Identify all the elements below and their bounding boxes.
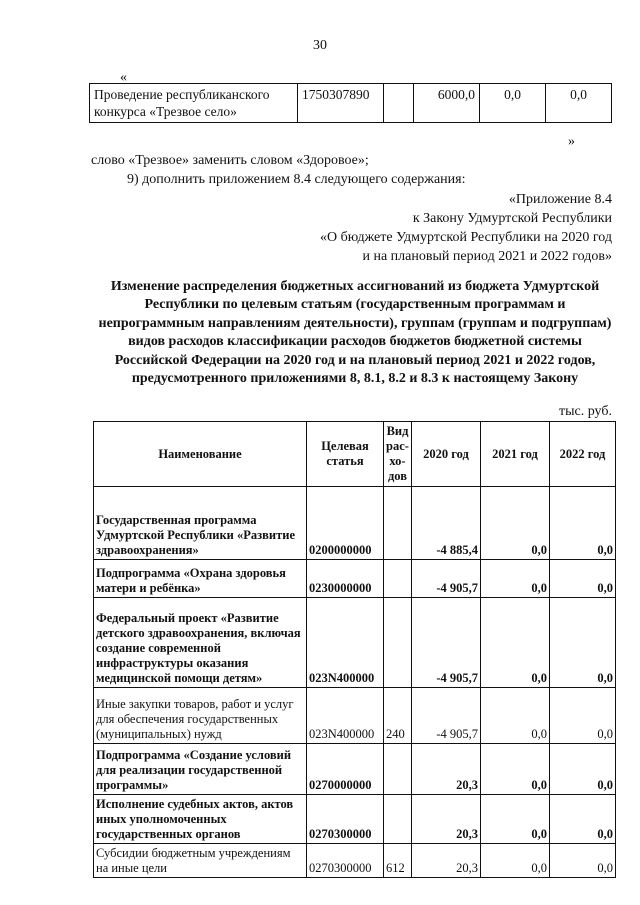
header-name: Наименование [94, 422, 307, 487]
header-2022: 2022 год [550, 422, 616, 487]
budget-table [93, 421, 616, 878]
cell-code: 0230000000 [307, 560, 384, 598]
cell-2021: 0,0 [481, 844, 550, 878]
cell-2020: 20,3 [412, 844, 481, 878]
cell-2022: 0,0 [550, 598, 616, 688]
appendix-header [320, 190, 612, 266]
table-row [90, 84, 612, 123]
table-row [94, 487, 616, 560]
paragraph-replace-word: слово «Трезвое» заменить словом «Здоровое»; [91, 153, 369, 168]
closing-quote: » [568, 134, 575, 149]
cell-2020: -4 905,7 [412, 560, 481, 598]
row-2021: 0,0 [480, 84, 546, 123]
row-type [384, 84, 414, 123]
unit-label: тыс. руб. [559, 404, 612, 419]
cell-2021: 0,0 [481, 560, 550, 598]
cell-name: Государственная программа Удмуртской Республики «Развитие здравоохранения» [94, 487, 307, 560]
cell-name: Подпрограмма «Охрана здоровья матери и ребёнка» [94, 560, 307, 598]
cell-code: 023N400000 [307, 598, 384, 688]
cell-2022: 0,0 [550, 744, 616, 795]
cell-2021: 0,0 [481, 744, 550, 795]
cell-type [384, 487, 412, 560]
cell-2022: 0,0 [550, 844, 616, 878]
cell-2022: 0,0 [550, 795, 616, 844]
appendix-line: к Закону Удмуртской Республики [412, 211, 612, 226]
cell-2020: 20,3 [412, 744, 481, 795]
row-name: Проведение республиканского конкурса «Трезвое село» [90, 84, 298, 123]
cell-type [384, 795, 412, 844]
cell-name: Федеральный проект «Развитие детского здравоохранения, включая создание современной инфраструктуры оказания медицинской помощи детям» [94, 598, 307, 688]
row-2020: 6000,0 [414, 84, 480, 123]
cell-type [384, 744, 412, 795]
page-number: 30 [313, 38, 327, 53]
table-row [94, 560, 616, 598]
cell-2021: 0,0 [481, 688, 550, 744]
row-2022: 0,0 [546, 84, 612, 123]
cell-code: 0270300000 [307, 844, 384, 878]
cell-2021: 0,0 [481, 795, 550, 844]
cell-type: 240 [384, 688, 412, 744]
table-row [94, 744, 616, 795]
cell-2020: -4 905,7 [412, 688, 481, 744]
table-header-row [94, 422, 616, 487]
opening-quote: « [120, 70, 127, 85]
cell-code: 023N400000 [307, 688, 384, 744]
cell-name: Иные закупки товаров, работ и услуг для обеспечения государственных (муниципальных) нужд [94, 688, 307, 744]
row-code: 1750307890 [298, 84, 384, 123]
cell-2020: -4 885,4 [412, 487, 481, 560]
cell-2022: 0,0 [550, 560, 616, 598]
cell-code: 0200000000 [307, 487, 384, 560]
cell-2021: 0,0 [481, 487, 550, 560]
header-type: Вид рас-хо-дов [384, 422, 412, 487]
table-row [94, 688, 616, 744]
header-2021: 2021 год [481, 422, 550, 487]
cell-type [384, 598, 412, 688]
table-row [94, 795, 616, 844]
cell-code: 0270300000 [307, 795, 384, 844]
cell-name: Подпрограмма «Создание условий для реализации государственной программы» [94, 744, 307, 795]
appendix-line: и на плановый период 2021 и 2022 годов» [362, 249, 612, 264]
table-row [94, 598, 616, 688]
amended-row-table [89, 83, 612, 123]
cell-name: Исполнение судебных актов, актов иных уполномоченных государственных органов [94, 795, 307, 844]
paragraph-add-appendix: 9) дополнить приложением 8.4 следующего содержания: [127, 172, 466, 187]
cell-type [384, 560, 412, 598]
appendix-line: «Приложение 8.4 [508, 192, 612, 207]
cell-2020: 20,3 [412, 795, 481, 844]
cell-type: 612 [384, 844, 412, 878]
cell-2022: 0,0 [550, 487, 616, 560]
appendix-line: «О бюджете Удмуртской Республики на 2020 год [319, 230, 612, 245]
document-title: Изменение распределения бюджетных ассигнований из бюджета Удмуртской Республики по целевым статьям (государственным программам и непрограммным направлениям деятельности), группам (группам и подгруппам) видов расходов классификации расходов бюджетов бюджетной системы Российской Федерации на 2020 год и на плановый период 2021 и 2022 годов, предусмотренного приложениями 8, 8.1, 8.2 и 8.3 к настоящему Закону [98, 279, 612, 387]
cell-name: Субсидии бюджетным учреждениям на иные цели [94, 844, 307, 878]
cell-code: 0270000000 [307, 744, 384, 795]
cell-2021: 0,0 [481, 598, 550, 688]
table-row [94, 844, 616, 878]
cell-2022: 0,0 [550, 688, 616, 744]
header-code: Целевая статья [307, 422, 384, 487]
header-2020: 2020 год [412, 422, 481, 487]
cell-2020: -4 905,7 [412, 598, 481, 688]
